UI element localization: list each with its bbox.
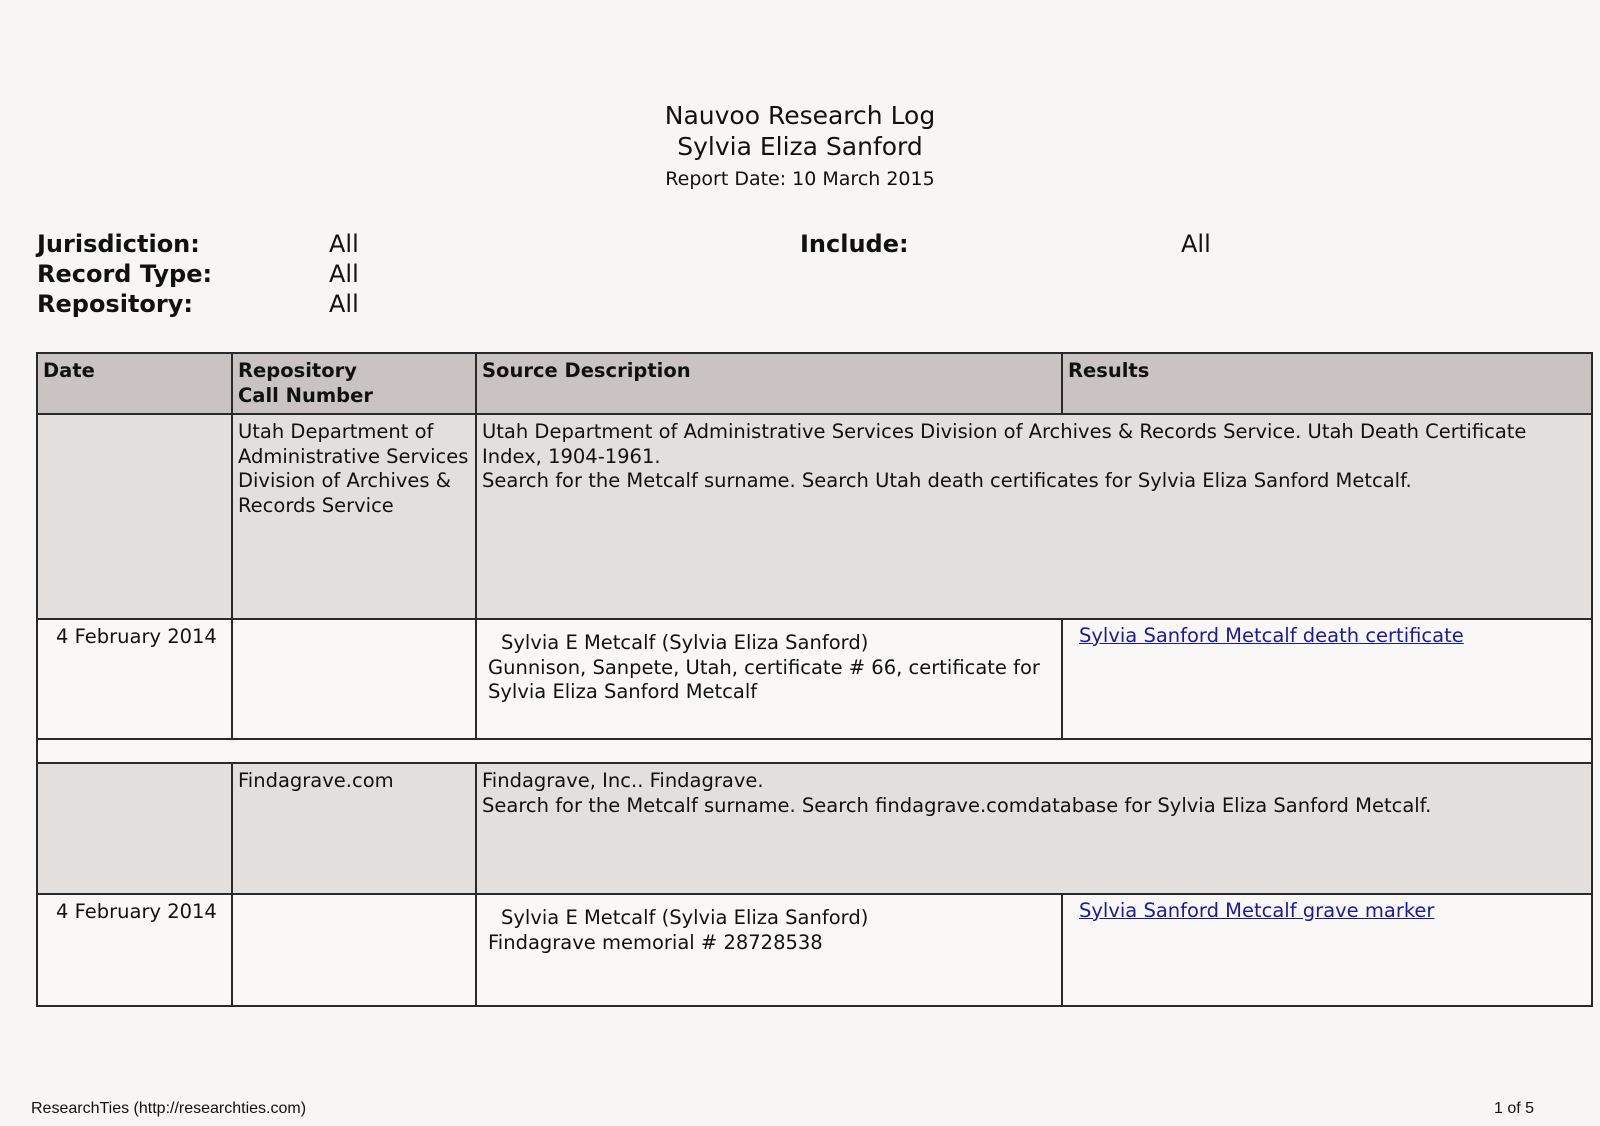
repository-line: Records Service	[238, 493, 394, 517]
repository-line: Administrative Services	[238, 444, 469, 468]
source-date-cell	[37, 414, 232, 619]
repository-value: All	[329, 290, 359, 318]
report-title: Nauvoo Research Log	[664, 101, 936, 130]
repository-line: Division of Archives &	[238, 469, 451, 492]
record-type-value: All	[329, 260, 359, 288]
result-row	[37, 619, 1592, 739]
header-source-description: Source Description	[476, 353, 1062, 414]
report-date: Report Date: 10 March 2015	[665, 168, 935, 190]
spacer-cell	[37, 739, 1592, 763]
result-detail: Findagrave memorial # 28728538	[488, 930, 823, 954]
grave-marker-link[interactable]: Sylvia Sanford Metcalf grave marker	[1079, 899, 1435, 922]
source-line: Index, 1904-1961.	[482, 444, 661, 468]
header-repository-line1: Repository	[238, 359, 357, 382]
source-description-cell	[476, 763, 1592, 894]
result-repository-cell	[232, 894, 476, 1006]
result-detail: Sylvia Eliza Sanford Metcalf	[488, 680, 758, 703]
result-date: 4 February 2014	[37, 619, 232, 739]
source-line: Search for the Metcalf surname. Search Utah death certificates for Sylvia Eliza Sanford Metcalf.	[482, 469, 1412, 492]
source-line: Utah Department of Administrative Services Division of Archives & Records Service. Utah Death Certificate	[482, 420, 1527, 443]
footer-credit: ResearchTies (http://researchties.com)	[31, 1100, 307, 1117]
result-description-cell	[476, 894, 1062, 1006]
header-date: Date	[37, 353, 232, 414]
result-detail: Gunnison, Sanpete, Utah, certificate # 66, certificate for	[488, 655, 1040, 679]
result-date: 4 February 2014	[37, 894, 232, 1006]
spacer-row	[37, 739, 1592, 763]
result-link-cell	[1062, 894, 1592, 1006]
table-header-row	[37, 353, 1592, 414]
source-line: Search for the Metcalf surname. Search findagrave.comdatabase for Sylvia Eliza Sanford Metcalf.	[482, 793, 1432, 817]
result-repository-cell	[232, 619, 476, 739]
repository-cell	[232, 763, 476, 894]
repository-line: Findagrave.com	[238, 769, 394, 792]
repository-label: Repository:	[37, 290, 193, 318]
research-log-table	[36, 352, 1593, 1007]
include-label: Include:	[800, 230, 909, 258]
repository-cell	[232, 414, 476, 619]
source-row	[37, 414, 1592, 619]
record-type-label: Record Type:	[37, 260, 213, 288]
include-value: All	[1181, 230, 1211, 258]
result-name: Sylvia E Metcalf (Sylvia Eliza Sanford)	[501, 906, 869, 929]
result-row	[37, 894, 1592, 1006]
result-description-cell	[476, 619, 1062, 739]
report-subject: Sylvia Eliza Sanford	[677, 132, 923, 161]
page-number: 1 of 5	[1494, 1100, 1535, 1117]
result-link-cell	[1062, 619, 1592, 739]
result-name: Sylvia E Metcalf (Sylvia Eliza Sanford)	[501, 631, 869, 654]
death-certificate-link[interactable]: Sylvia Sanford Metcalf death certificate	[1079, 624, 1464, 647]
header-results: Results	[1062, 353, 1592, 414]
report-header	[0, 100, 1600, 194]
header-repository	[232, 353, 476, 414]
source-row	[37, 763, 1592, 894]
source-line: Findagrave, Inc.. Findagrave.	[482, 769, 764, 792]
jurisdiction-value: All	[329, 230, 359, 258]
source-date-cell	[37, 763, 232, 894]
source-description-cell	[476, 414, 1592, 619]
repository-line: Utah Department of	[238, 420, 434, 443]
jurisdiction-label: Jurisdiction:	[37, 230, 200, 258]
header-call-number: Call Number	[238, 383, 373, 407]
